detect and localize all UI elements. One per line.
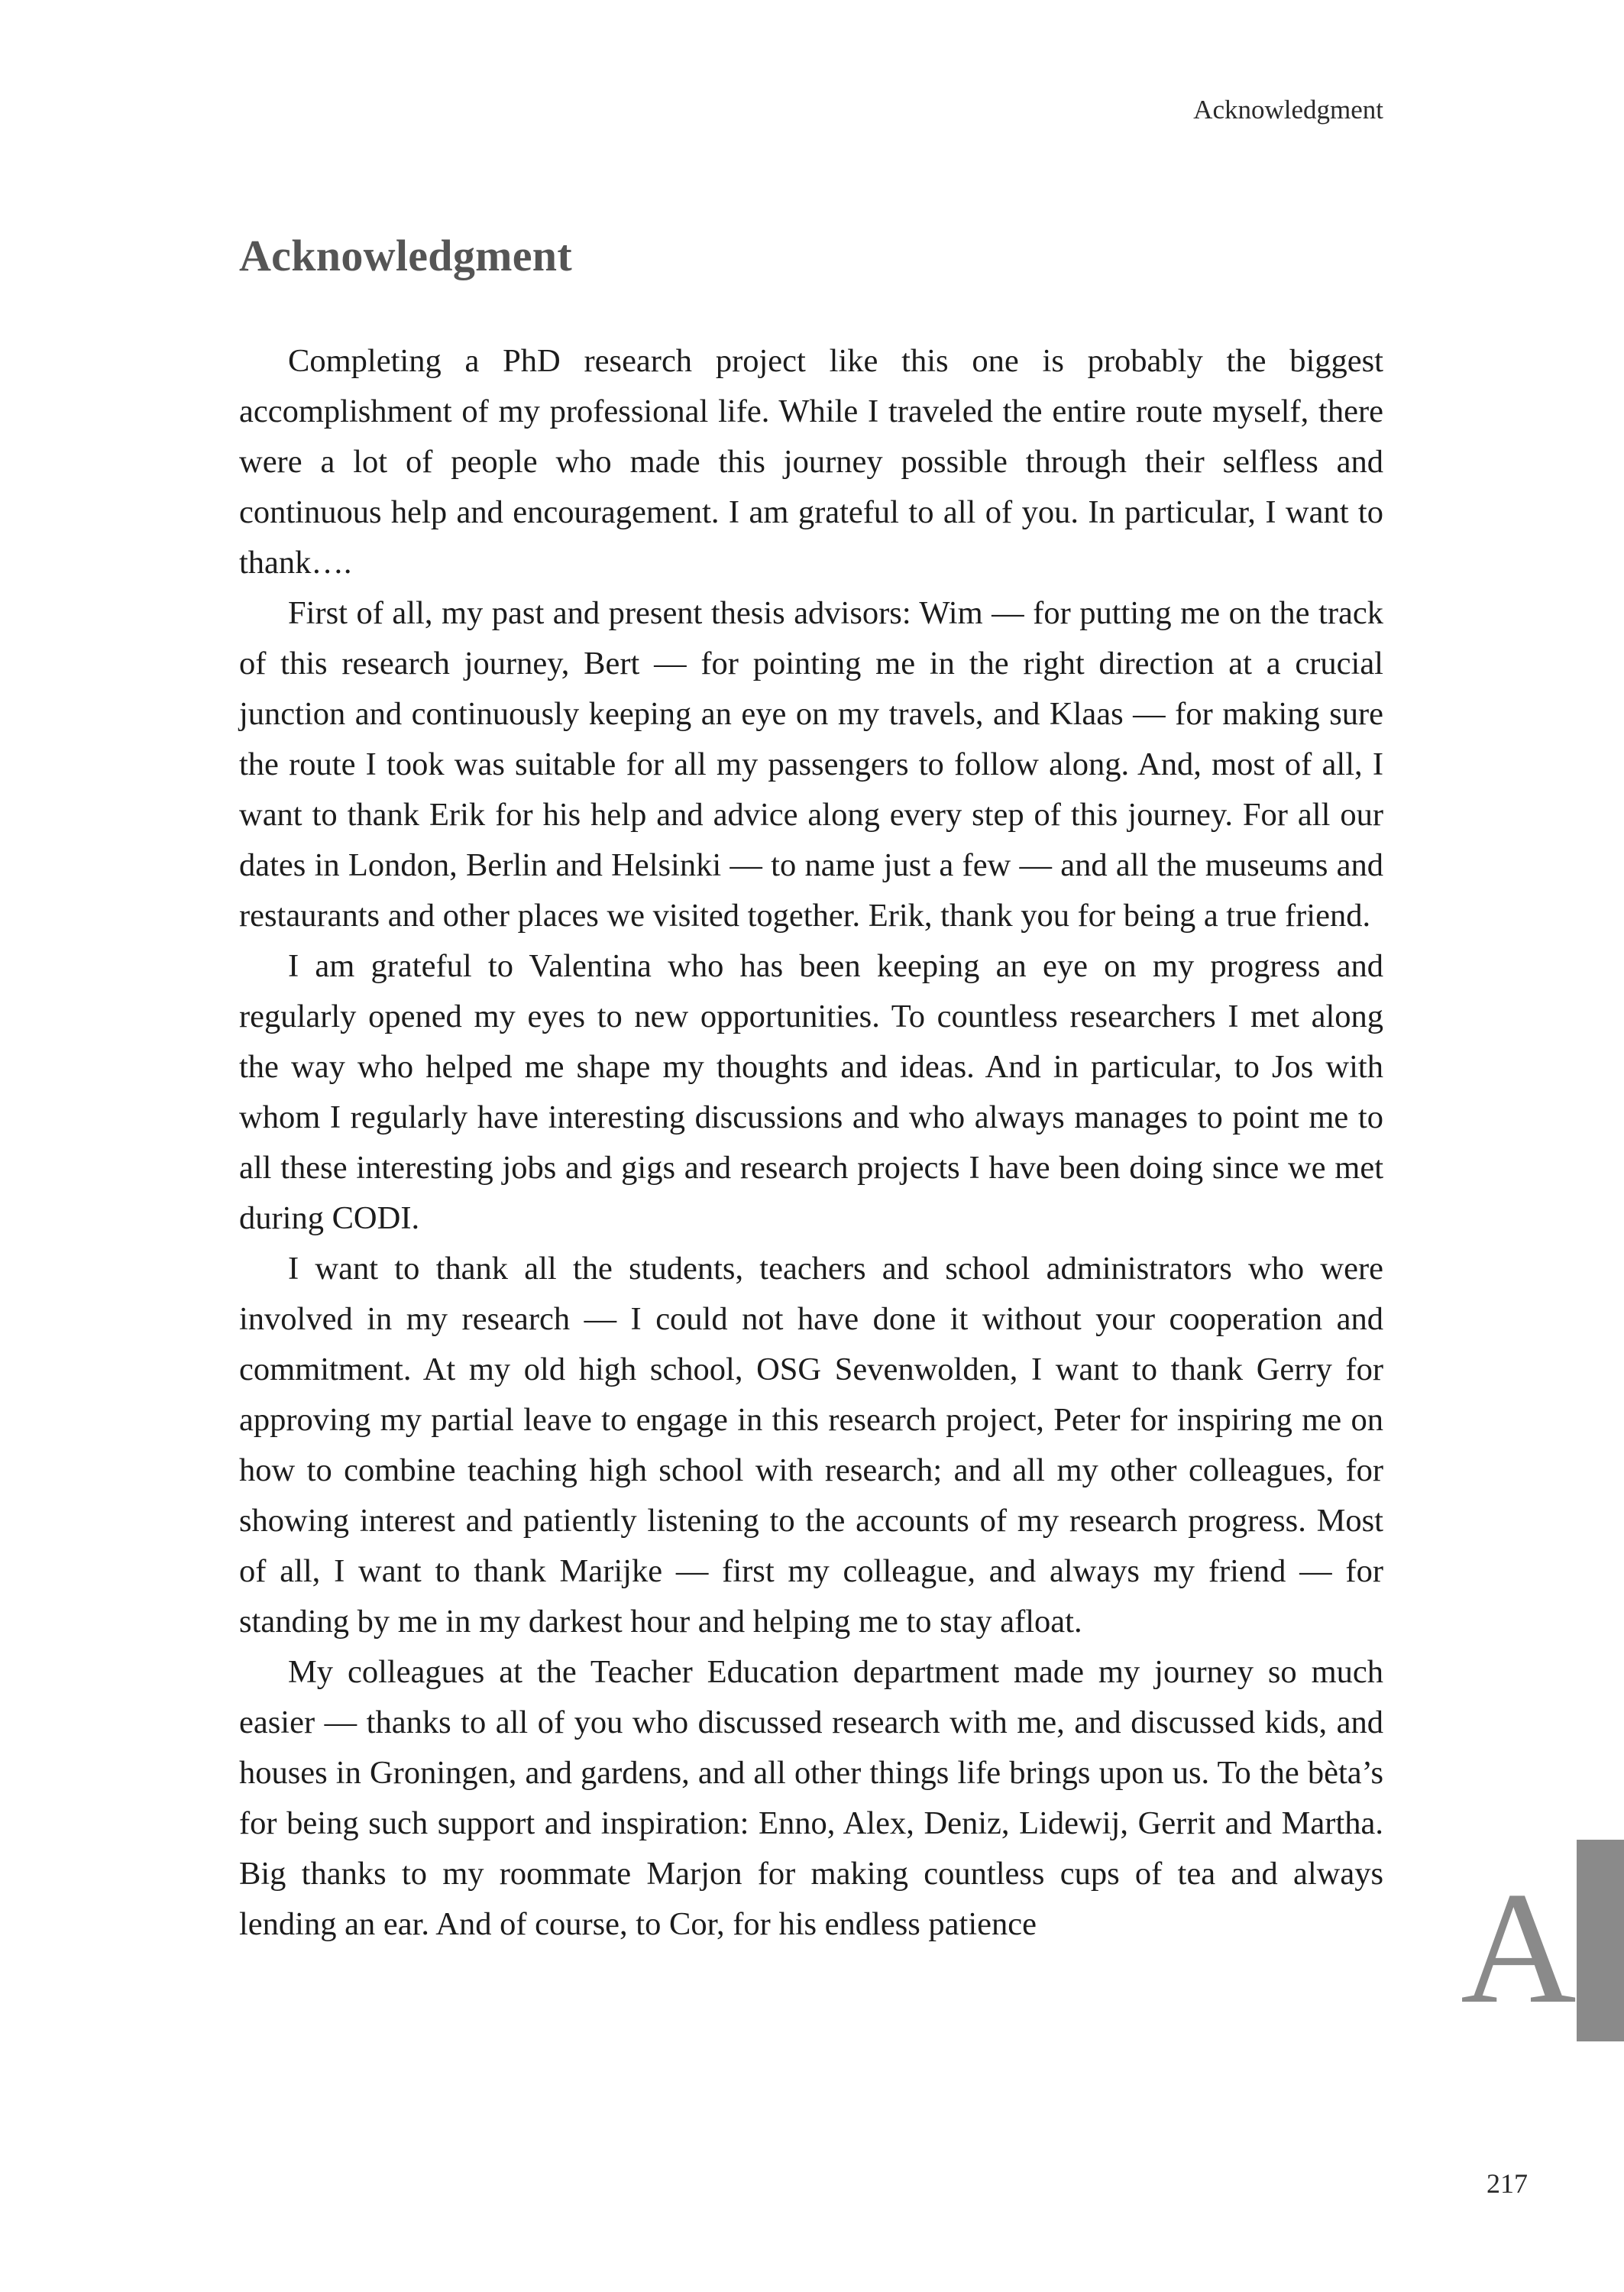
chapter-title: Acknowledgment <box>239 231 572 280</box>
page-number: 217 <box>1487 2168 1528 2199</box>
paragraph: My colleagues at the Teacher Education department made my journey so much easier — thanks to all of you who discussed research with me, and discussed kids, and houses in Groningen, and gardens, and all other things life brings upon us. To the bèta’s for being such support and inspiration: Enno, Alex, Deniz, Lidewij, Gerrit and Martha. Big thanks to my roommate Marjon for making countless cups of tea and always lending an ear. And of course, to Cor, for his endless patience <box>239 1654 1383 1942</box>
paragraph: Completing a PhD research project like this one is probably the biggest accomplishment of my professional life. While I traveled the entire route myself, there were a lot of people who made this journey possible through their selfless and continuous help and encouragement. I am grateful to all of you. In particular, I want to thank…. <box>239 343 1383 581</box>
section-tab-bar <box>1577 1840 1624 2041</box>
section-tab-letter: A <box>1461 1860 1577 2037</box>
paragraph: I want to thank all the students, teachers and school administrators who were involved in my research — I could not have done it without your cooperation and commitment. At my old high school, OSG Sevenwolden, I want to thank Gerry for approving my partial leave to engage in this research project, Peter for inspiring me on how to combine teaching high school with research; and all my other colleagues, for showing interest and patiently listening to the accounts of my research progress. Most of all, I want to thank Marijke — first my colleague, and always my friend — for standing by me in my darkest hour and helping me to stay afloat. <box>239 1251 1383 1640</box>
paragraph: I am grateful to Valentina who has been keeping an eye on my progress and regularly opened my eyes to new opportunities. To countless researchers I met along the way who helped me shape my thoughts and ideas. And in particular, to Jos with whom I regularly have interesting discussions and who always manages to point me to all these interesting jobs and gigs and research projects I have been doing since we met during CODI. <box>239 948 1383 1236</box>
body-text <box>239 336 1383 1950</box>
running-header: Acknowledgment <box>1193 95 1383 125</box>
paragraph: First of all, my past and present thesis advisors: Wim — for putting me on the track of this research journey, Bert — for pointing me in the right direction at a crucial junction and continuously keeping an eye on my travels, and Klaas — for making sure the route I took was suitable for all my passengers to follow along. And, most of all, I want to thank Erik for his help and advice along every step of this journey. For all our dates in London, Berlin and Helsinki — to name just a few — and all the museums and restaurants and other places we visited together. Erik, thank you for being a true friend. <box>239 595 1383 934</box>
